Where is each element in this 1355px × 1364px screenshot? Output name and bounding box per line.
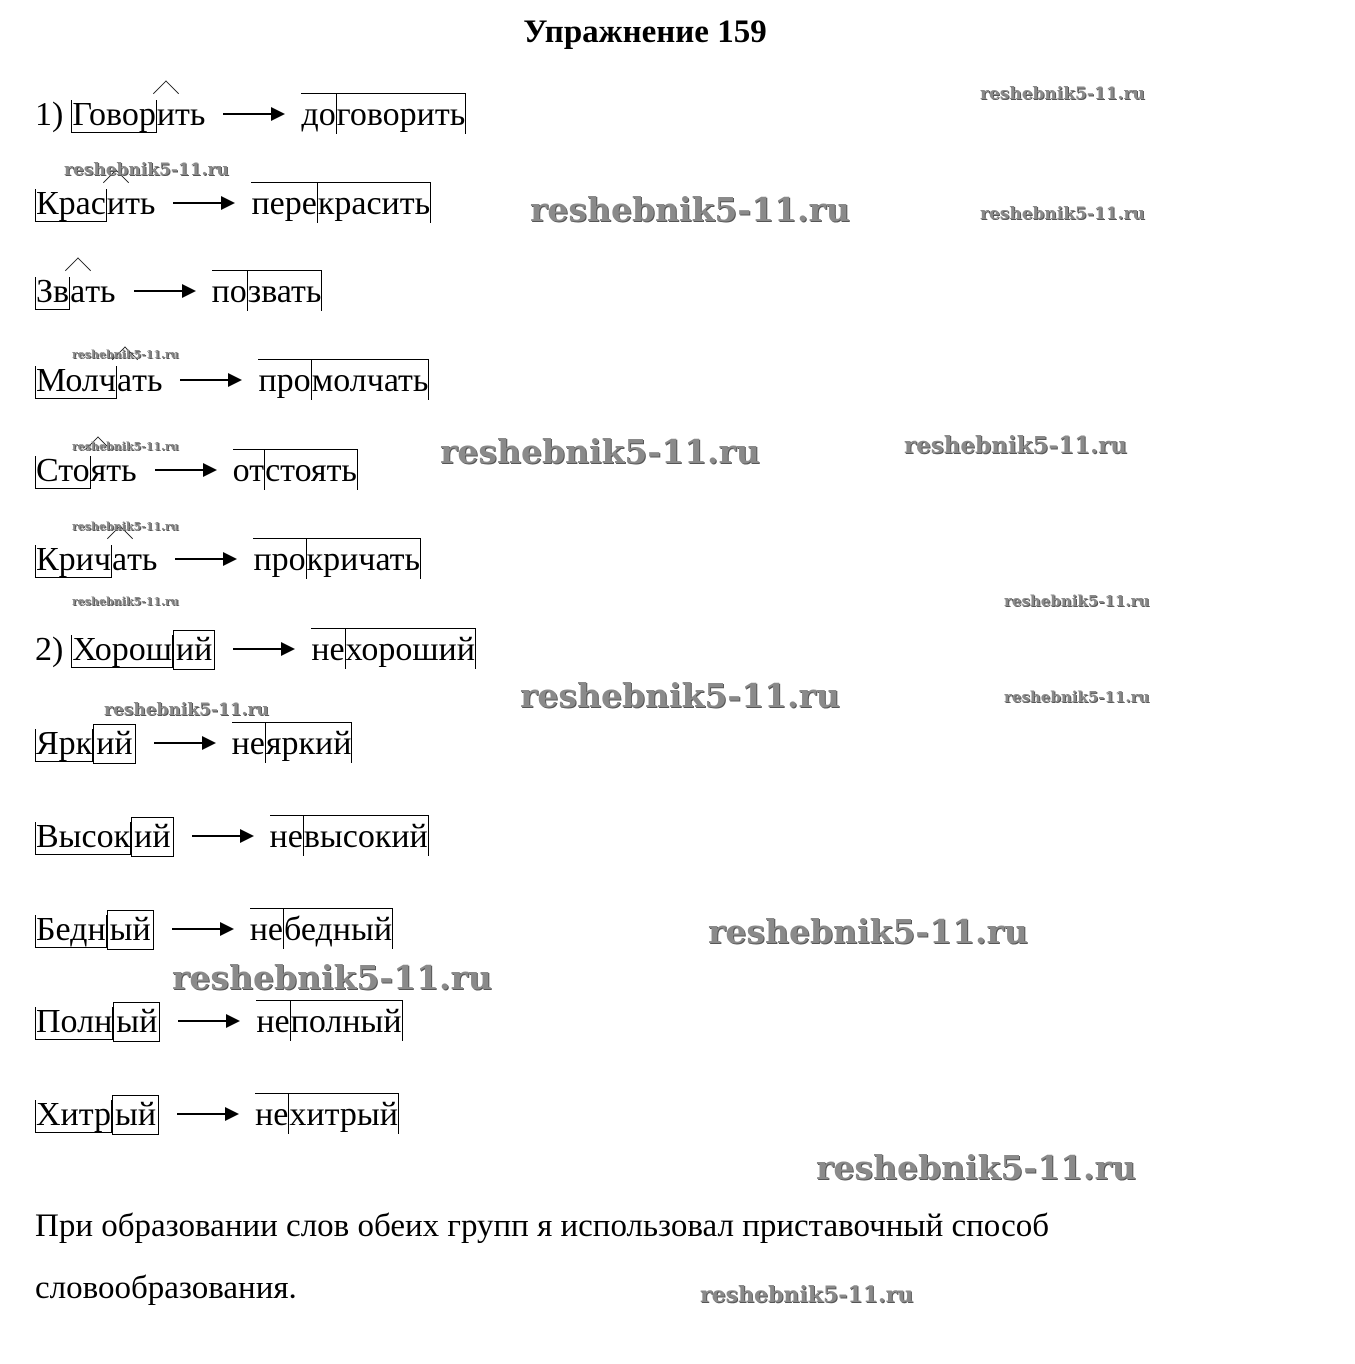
morpheme-root: Хорош bbox=[72, 631, 172, 668]
morpheme-ending: ый bbox=[107, 910, 154, 950]
morpheme-ending: ый bbox=[112, 1095, 159, 1135]
arrow-right-icon bbox=[172, 928, 232, 930]
morpheme-root: Крас bbox=[36, 185, 106, 222]
morpheme-root: Говор bbox=[72, 96, 156, 133]
morpheme-root: Полн bbox=[36, 1003, 113, 1040]
item-number: 1) bbox=[35, 96, 64, 133]
base-word bbox=[35, 185, 155, 223]
derived-word bbox=[212, 273, 323, 311]
word-pair-row bbox=[35, 362, 429, 400]
morpheme-none: ть bbox=[132, 362, 163, 399]
base-word bbox=[71, 630, 215, 670]
conclusion-text: При образовании слов обеих групп я использовал приставочный способ словообразования. bbox=[35, 1208, 1050, 1306]
morpheme-prefix: от bbox=[233, 449, 264, 490]
morpheme-suffix: а bbox=[70, 273, 86, 310]
watermark: reshebnik5-11.ru bbox=[64, 160, 229, 180]
derived-word bbox=[255, 1096, 399, 1134]
morpheme-base: полный bbox=[290, 1000, 403, 1041]
morpheme-base: высокий bbox=[303, 815, 429, 856]
morpheme-suffix: а bbox=[111, 541, 128, 578]
derived-word bbox=[232, 725, 353, 763]
watermark: reshebnik5-11.ru bbox=[980, 84, 1145, 104]
page-title: Упражнение 159 bbox=[523, 14, 767, 50]
morpheme-base: бедный bbox=[283, 908, 393, 949]
watermark: reshebnik5-11.ru bbox=[104, 700, 269, 720]
watermark: reshebnik5-11.ru bbox=[530, 190, 850, 229]
derived-word bbox=[253, 541, 421, 579]
derived-word bbox=[258, 362, 429, 400]
morpheme-base: молчать bbox=[311, 359, 430, 400]
morpheme-root: Сто bbox=[36, 452, 90, 489]
arrow-right-icon bbox=[173, 202, 233, 204]
morpheme-prefix: по bbox=[212, 270, 247, 311]
derived-word bbox=[233, 452, 358, 490]
base-word bbox=[35, 452, 137, 490]
morpheme-base: хороший bbox=[345, 628, 476, 669]
watermark: reshebnik5-11.ru bbox=[72, 595, 179, 608]
morpheme-suffix: и bbox=[106, 185, 126, 222]
word-pair-row bbox=[35, 452, 358, 490]
watermark: reshebnik5-11.ru bbox=[172, 958, 492, 997]
derived-word bbox=[251, 185, 431, 223]
morpheme-suffix: а bbox=[117, 362, 133, 399]
base-word bbox=[35, 817, 174, 857]
word-pair-row bbox=[35, 1002, 403, 1042]
arrow-right-icon bbox=[177, 1113, 237, 1115]
morpheme-ending: ий bbox=[173, 630, 215, 670]
watermark: reshebnik5-11.ru bbox=[520, 676, 840, 715]
morpheme-none: ть bbox=[125, 185, 156, 222]
watermark: reshebnik5-11.ru bbox=[72, 520, 179, 533]
word-pair-row bbox=[35, 630, 476, 670]
morpheme-root: Молч bbox=[36, 362, 117, 399]
morpheme-ending: ий bbox=[131, 817, 173, 857]
morpheme-prefix: про bbox=[258, 359, 310, 400]
watermark: reshebnik5-11.ru bbox=[700, 1282, 914, 1308]
word-pair-row bbox=[35, 1095, 399, 1135]
morpheme-root: Ярк bbox=[36, 725, 93, 762]
arrow-right-icon bbox=[223, 113, 283, 115]
morpheme-none: ть bbox=[106, 452, 137, 489]
morpheme-base: яркий bbox=[265, 722, 353, 763]
watermark: reshebnik5-11.ru bbox=[1004, 688, 1150, 706]
morpheme-base: звать bbox=[247, 270, 323, 311]
derived-word bbox=[301, 96, 466, 134]
watermark: reshebnik5-11.ru bbox=[1004, 592, 1150, 610]
derived-word bbox=[256, 1003, 402, 1041]
morpheme-root: Бедн bbox=[36, 911, 106, 948]
morpheme-suffix: и bbox=[156, 96, 176, 133]
watermark: reshebnik5-11.ru bbox=[72, 348, 179, 361]
word-pair-row bbox=[35, 185, 431, 223]
word-pair-row bbox=[35, 910, 393, 950]
morpheme-base: кричать bbox=[306, 538, 421, 579]
morpheme-prefix: не bbox=[311, 628, 344, 669]
morpheme-ending: ий bbox=[93, 724, 135, 764]
arrow-right-icon bbox=[192, 835, 252, 837]
morpheme-root: Зв bbox=[36, 273, 70, 310]
arrow-right-icon bbox=[134, 290, 194, 292]
morpheme-base: стоять bbox=[264, 449, 358, 490]
base-word bbox=[35, 1095, 159, 1135]
word-pair-row bbox=[35, 96, 466, 134]
morpheme-base: хитрый bbox=[288, 1093, 399, 1134]
morpheme-prefix: не bbox=[270, 815, 303, 856]
derived-word bbox=[311, 631, 476, 669]
arrow-right-icon bbox=[155, 469, 215, 471]
watermark: reshebnik5-11.ru bbox=[708, 912, 1028, 951]
watermark: reshebnik5-11.ru bbox=[816, 1148, 1136, 1187]
watermark: reshebnik5-11.ru bbox=[440, 432, 760, 471]
derived-word bbox=[250, 911, 393, 949]
morpheme-none: ть bbox=[175, 96, 206, 133]
morpheme-prefix: про bbox=[253, 538, 305, 579]
watermark: reshebnik5-11.ru bbox=[904, 432, 1127, 459]
base-word bbox=[35, 273, 116, 311]
arrow-right-icon bbox=[154, 742, 214, 744]
morpheme-none: ть bbox=[127, 541, 158, 578]
morpheme-root: Крич bbox=[36, 541, 111, 578]
arrow-right-icon bbox=[178, 1020, 238, 1022]
word-pair-row bbox=[35, 273, 322, 311]
morpheme-base: красить bbox=[317, 182, 431, 223]
base-word bbox=[71, 96, 205, 134]
morpheme-base: говорить bbox=[336, 93, 466, 134]
watermark: reshebnik5-11.ru bbox=[72, 440, 179, 453]
morpheme-suffix: я bbox=[90, 452, 107, 489]
base-word bbox=[35, 910, 154, 950]
base-word bbox=[35, 362, 162, 400]
morpheme-prefix: до bbox=[301, 93, 335, 134]
word-pair-row bbox=[35, 541, 421, 579]
morpheme-prefix: не bbox=[250, 908, 283, 949]
arrow-right-icon bbox=[233, 648, 293, 650]
base-word bbox=[35, 541, 157, 579]
word-pair-row bbox=[35, 724, 352, 764]
watermark: reshebnik5-11.ru bbox=[980, 204, 1145, 224]
morpheme-prefix: не bbox=[256, 1000, 289, 1041]
morpheme-prefix: не bbox=[232, 722, 265, 763]
base-word bbox=[35, 724, 136, 764]
base-word bbox=[35, 1002, 160, 1042]
item-number: 2) bbox=[35, 631, 64, 668]
morpheme-none: ть bbox=[85, 273, 116, 310]
morpheme-prefix: не bbox=[255, 1093, 288, 1134]
word-pair-row bbox=[35, 817, 429, 857]
morpheme-root: Хитр bbox=[36, 1096, 112, 1133]
arrow-right-icon bbox=[175, 558, 235, 560]
morpheme-root: Высок bbox=[36, 818, 131, 855]
arrow-right-icon bbox=[180, 379, 240, 381]
derived-word bbox=[270, 818, 429, 856]
morpheme-ending: ый bbox=[113, 1002, 160, 1042]
morpheme-prefix: пере bbox=[251, 182, 316, 223]
